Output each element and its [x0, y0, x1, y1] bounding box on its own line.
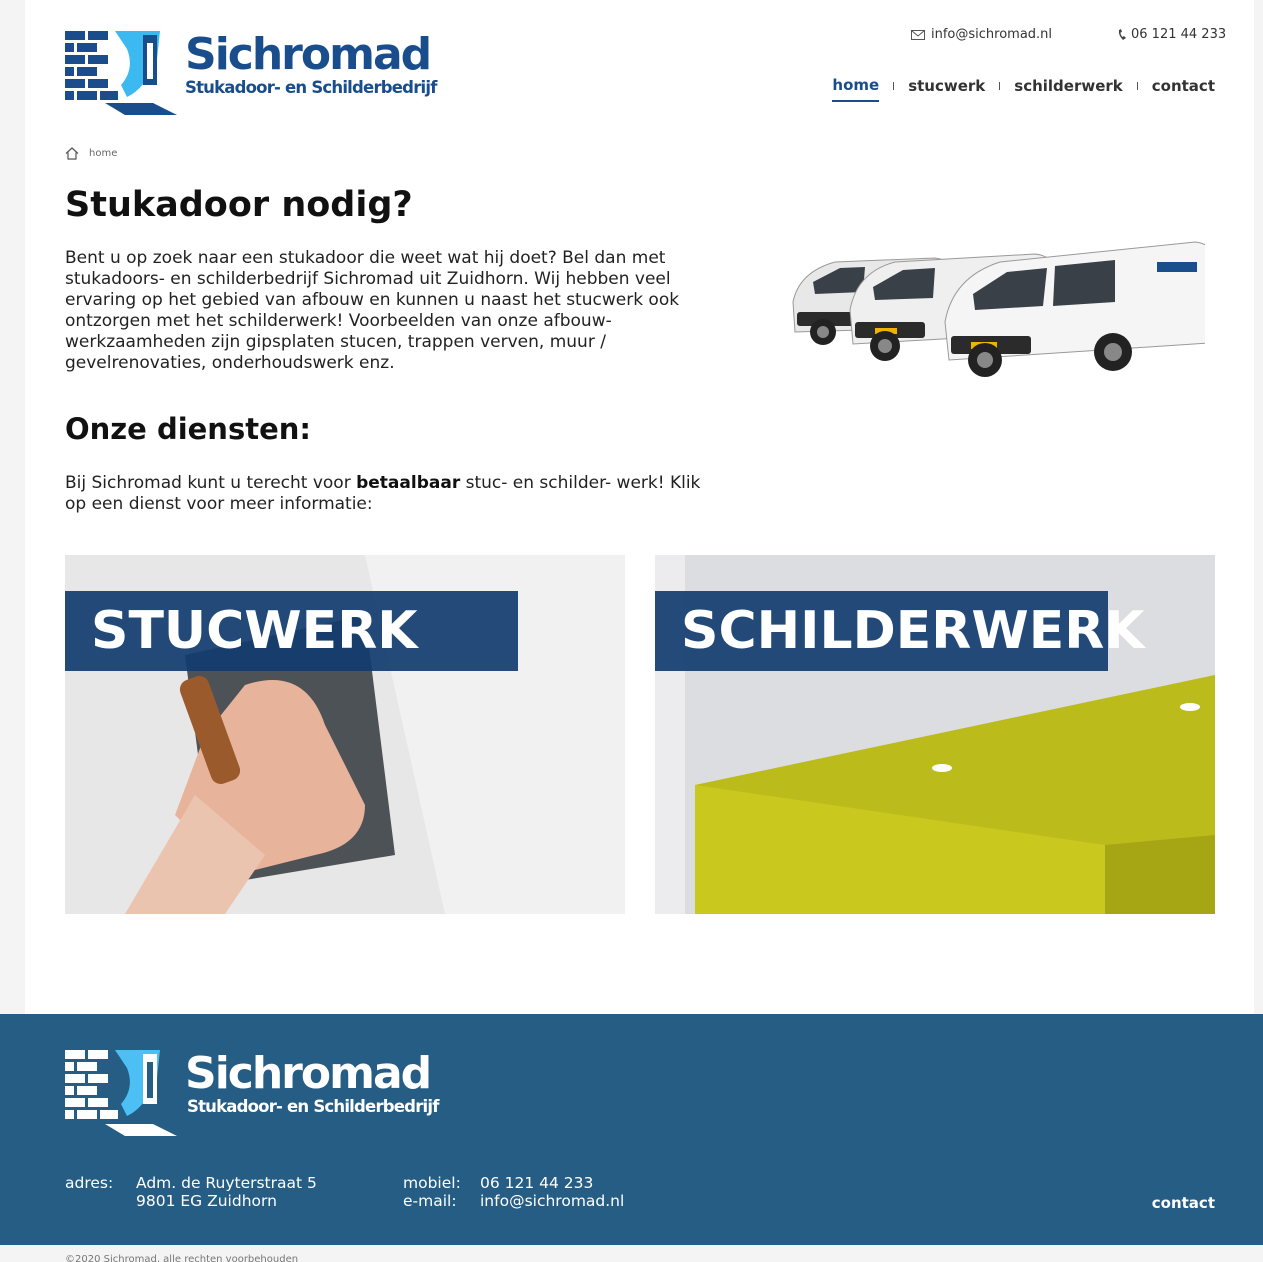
address-line2: 9801 EG Zuidhorn: [136, 1192, 277, 1210]
email-label: e-mail:: [403, 1192, 457, 1210]
services-text: [65, 473, 705, 515]
nav-separator: [999, 82, 1000, 90]
copyright: ©2020 Sichromad, alle rechten voorbehouden: [65, 1254, 299, 1262]
services-title: Onze diensten:: [65, 412, 311, 446]
footer-address: [65, 1174, 396, 1210]
home-icon[interactable]: [65, 147, 79, 160]
mail-icon: [911, 30, 925, 40]
services-text-part: stuc- en schilder- werk! Klik op een dienst voor meer informatie:: [65, 473, 701, 514]
footer-email[interactable]: info@sichromad.nl: [480, 1192, 625, 1210]
footer-contact-details: [403, 1174, 624, 1210]
header-phone-link[interactable]: [1118, 27, 1226, 42]
address-label: adres:: [65, 1174, 114, 1192]
page-title: Stukadoor nodig?: [65, 185, 413, 225]
main-navigation: [832, 76, 1215, 102]
footer-logo-tagline: Stukadoor- en Schilderbedrijf: [187, 1097, 439, 1116]
nav-item-contact[interactable]: contact: [1151, 77, 1215, 95]
service-tile-schilderwerk[interactable]: [655, 555, 1215, 914]
logo-brick-roller-icon: [65, 1048, 185, 1138]
nav-item-home[interactable]: home: [832, 76, 879, 102]
header-phone: 06 121 44 233: [1131, 27, 1227, 42]
footer-logo-name: Sichromad: [185, 1048, 431, 1099]
site-logo[interactable]: [65, 29, 445, 117]
vans-image: [785, 232, 1205, 387]
tile-banner: STUCWERK: [65, 591, 518, 671]
logo-brick-roller-icon: [65, 29, 185, 117]
nav-separator: [1137, 82, 1138, 90]
logo-tagline: Stukadoor- en Schilderbedrijf: [185, 78, 437, 97]
tile-banner: SCHILDERWERK: [655, 591, 1108, 671]
nav-item-stucwerk[interactable]: stucwerk: [908, 77, 986, 95]
phone-icon: [1118, 29, 1127, 41]
logo-name: Sichromad: [185, 29, 431, 80]
site-footer: [0, 1014, 1263, 1245]
breadcrumb: [65, 147, 117, 160]
footer-contact-link[interactable]: contact: [1151, 1194, 1215, 1212]
address-line1: Adm. de Ruyterstraat 5: [136, 1174, 317, 1192]
page-content: [25, 0, 1254, 1014]
footer-mobile[interactable]: 06 121 44 233: [480, 1174, 594, 1192]
mobile-label: mobiel:: [403, 1174, 461, 1192]
services-text-bold: betaalbaar: [356, 473, 461, 493]
header-email-link[interactable]: [911, 27, 1052, 42]
breadcrumb-home[interactable]: home: [89, 148, 118, 159]
nav-separator: [893, 82, 894, 90]
intro-text: Bent u op zoek naar een stukadoor die weet wat hij doet? Bel dan met stukadoors- en schilderbedrijf Sichromad uit Zuidhorn. Wij hebben veel ervaring op het gebied van afbouw en kunnen u naast het stucwerk ook ontzorgen met het schilderwerk! Voorbeelden van onze afbouw-werkzaamheden zijn gipsplaten stucen, trappen verven, muur / gevelrenovaties, onderhoudswerk enz.: [65, 248, 680, 373]
footer-logo[interactable]: [65, 1048, 465, 1138]
service-tile-stucwerk[interactable]: [65, 555, 625, 914]
services-text-part: Bij Sichromad kunt u terecht voor: [65, 473, 357, 493]
header-email: info@sichromad.nl: [931, 27, 1053, 42]
nav-item-schilderwerk[interactable]: schilderwerk: [1014, 77, 1123, 95]
